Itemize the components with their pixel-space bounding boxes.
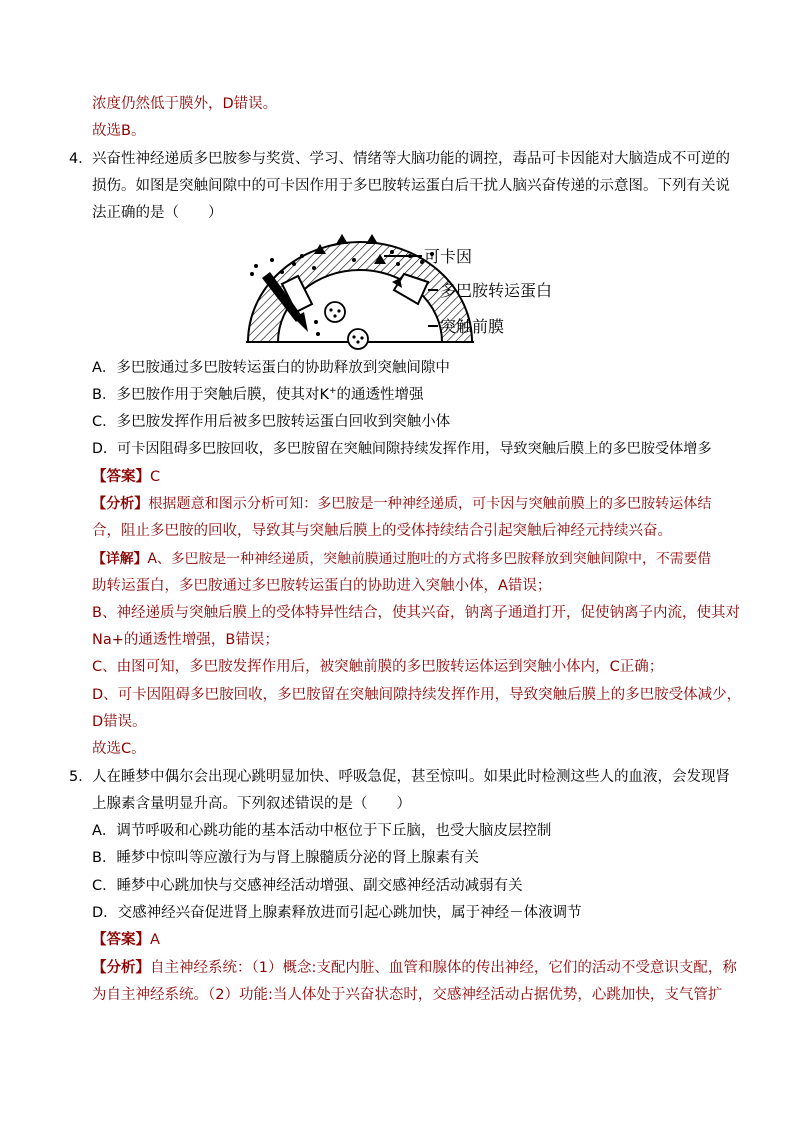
q4-detail-line-3: B、神经递质与突触后膜上的受体特异性结合，使其兴奋，钠离子通道打开，促使钠离子内流，使其对 [92,605,740,621]
q4-option-b [92,385,424,405]
q4-detail-text-1: A、多巴胺是一种神经递质，突触前膜通过胞吐的方式将多巴胺释放到突触间隙中，不需要借 [147,551,712,567]
q5-analysis-line-1 [92,958,737,978]
label-presynaptic-membrane: 突触前膜 [440,317,505,336]
q5-answer [92,930,160,950]
q4-option-a: A．多巴胺通过多巴胺转运蛋白的协助释放到突触间隙中 [92,360,450,376]
q5-analysis-line-2: 为自主神经系统。（2）功能:当人体处于兴奋状态时，交感神经活动占据优势，心跳加快，支气管扩 [92,987,723,1003]
q5-option-a: A．调节呼吸和心跳功能的基本活动中枢位于下丘脑，也受大脑皮层控制 [92,823,552,839]
q5-analysis-tag: 【分析】 [92,960,150,976]
q5-number: 5． [69,769,93,785]
q5-option-c: C．睡梦中心跳加快与交感神经活动增强、副交感神经活动减弱有关 [92,878,523,894]
q4-detail-line-1 [92,549,711,569]
label-cocaine: 可卡因 [424,247,473,266]
q4-stem-line-1: 兴奋性神经递质多巴胺参与奖赏、学习、情绪等大脑功能的调控，毒品可卡因能对大脑造成不可逆的 [92,151,730,167]
synaptic-vesicle [325,302,345,322]
q4-stem-line-3: 法正确的是（ ） [92,205,223,221]
q5-stem-line-1: 人在睡梦中偶尔会出现心跳明显加快、呼吸急促，甚至惊叫。如果此时检测这些人的血液，会发现肾 [92,769,730,785]
q5-answer-tag: 【答案】 [92,932,150,948]
q4-analysis-line-1 [92,494,711,514]
prev-explanation-line: 浓度仍然低于膜外，D错误。 [92,96,278,112]
prev-conclusion: 故选B。 [92,123,146,139]
q4-analysis-line-2: 合，阻止多巴胺的回收，导致其与突触后膜上的受体持续结合引起突触后神经元持续兴奋。 [92,523,672,539]
label-dopamine-transporter: 多巴胺转运蛋白 [440,281,553,300]
q4-detail-line-7: D错误。 [92,714,147,730]
q5-analysis-text-1: 自主神经系统：（1）概念:支配内脏、血管和腺体的传出神经，它们的活动不受意识支配，称 [150,960,737,976]
q4-detail-line-5: C、由图可知，多巴胺发挥作用后，被突触前膜的多巴胺转运体运到突触小体内，C正确； [92,659,664,675]
q4-answer-tag: 【答案】 [92,469,150,485]
synaptic-vesicle [348,329,368,349]
synapse-diagram [242,232,582,350]
q4-detail-line-4: Na+的通透性增强，B错误； [92,632,279,648]
q4-number: 4． [69,151,93,167]
q4-option-b-text: B．多巴胺作用于突触后膜，使其对K [92,387,329,403]
q4-answer-value: C [150,469,161,485]
q5-option-b: B．睡梦中惊叫等应激行为与肾上腺髓质分泌的肾上腺素有关 [92,850,479,866]
q4-stem-line-2: 损伤。如图是突触间隙中的可卡因作用于多巴胺转运蛋白后干扰人脑兴奋传递的示意图。下列有关说 [92,178,730,194]
q4-option-b-superscript: + [328,386,337,397]
q4-answer [92,467,160,487]
q4-option-b-text-end: 的通透性增强 [336,387,424,403]
q4-conclusion: 故选C。 [92,741,146,757]
q5-answer-value: A [150,932,160,948]
q4-detail-tag: 【详解】 [92,551,148,567]
q4-option-c: C．多巴胺发挥作用后被多巴胺转运蛋白回收到突触小体 [92,414,451,430]
q4-detail-line-2: 助转运蛋白，多巴胺通过多巴胺转运蛋白的协助进入突触小体，A错误； [92,578,552,594]
q4-analysis-tag: 【分析】 [92,496,149,512]
q4-analysis-text-1: 根据题意和图示分析可知：多巴胺是一种神经递质，可卡因与突触前膜上的多巴胺转运体结 [148,496,712,512]
q4-detail-line-6: D、可卡因阻碍多巴胺回收，多巴胺留在突触间隙持续发挥作用，导致突触后膜上的多巴胺受体减少， [92,687,742,703]
q5-option-d: D．交感神经兴奋促进肾上腺素释放进而引起心跳加快，属于神经－体液调节 [92,905,582,921]
q5-stem-line-2: 上腺素含量明显升高。下列叙述错误的是（ ） [92,796,411,812]
q4-option-d: D．可卡因阻碍多巴胺回收，多巴胺留在突触间隙持续发挥作用，导致突触后膜上的多巴胺受体增多 [92,441,712,457]
